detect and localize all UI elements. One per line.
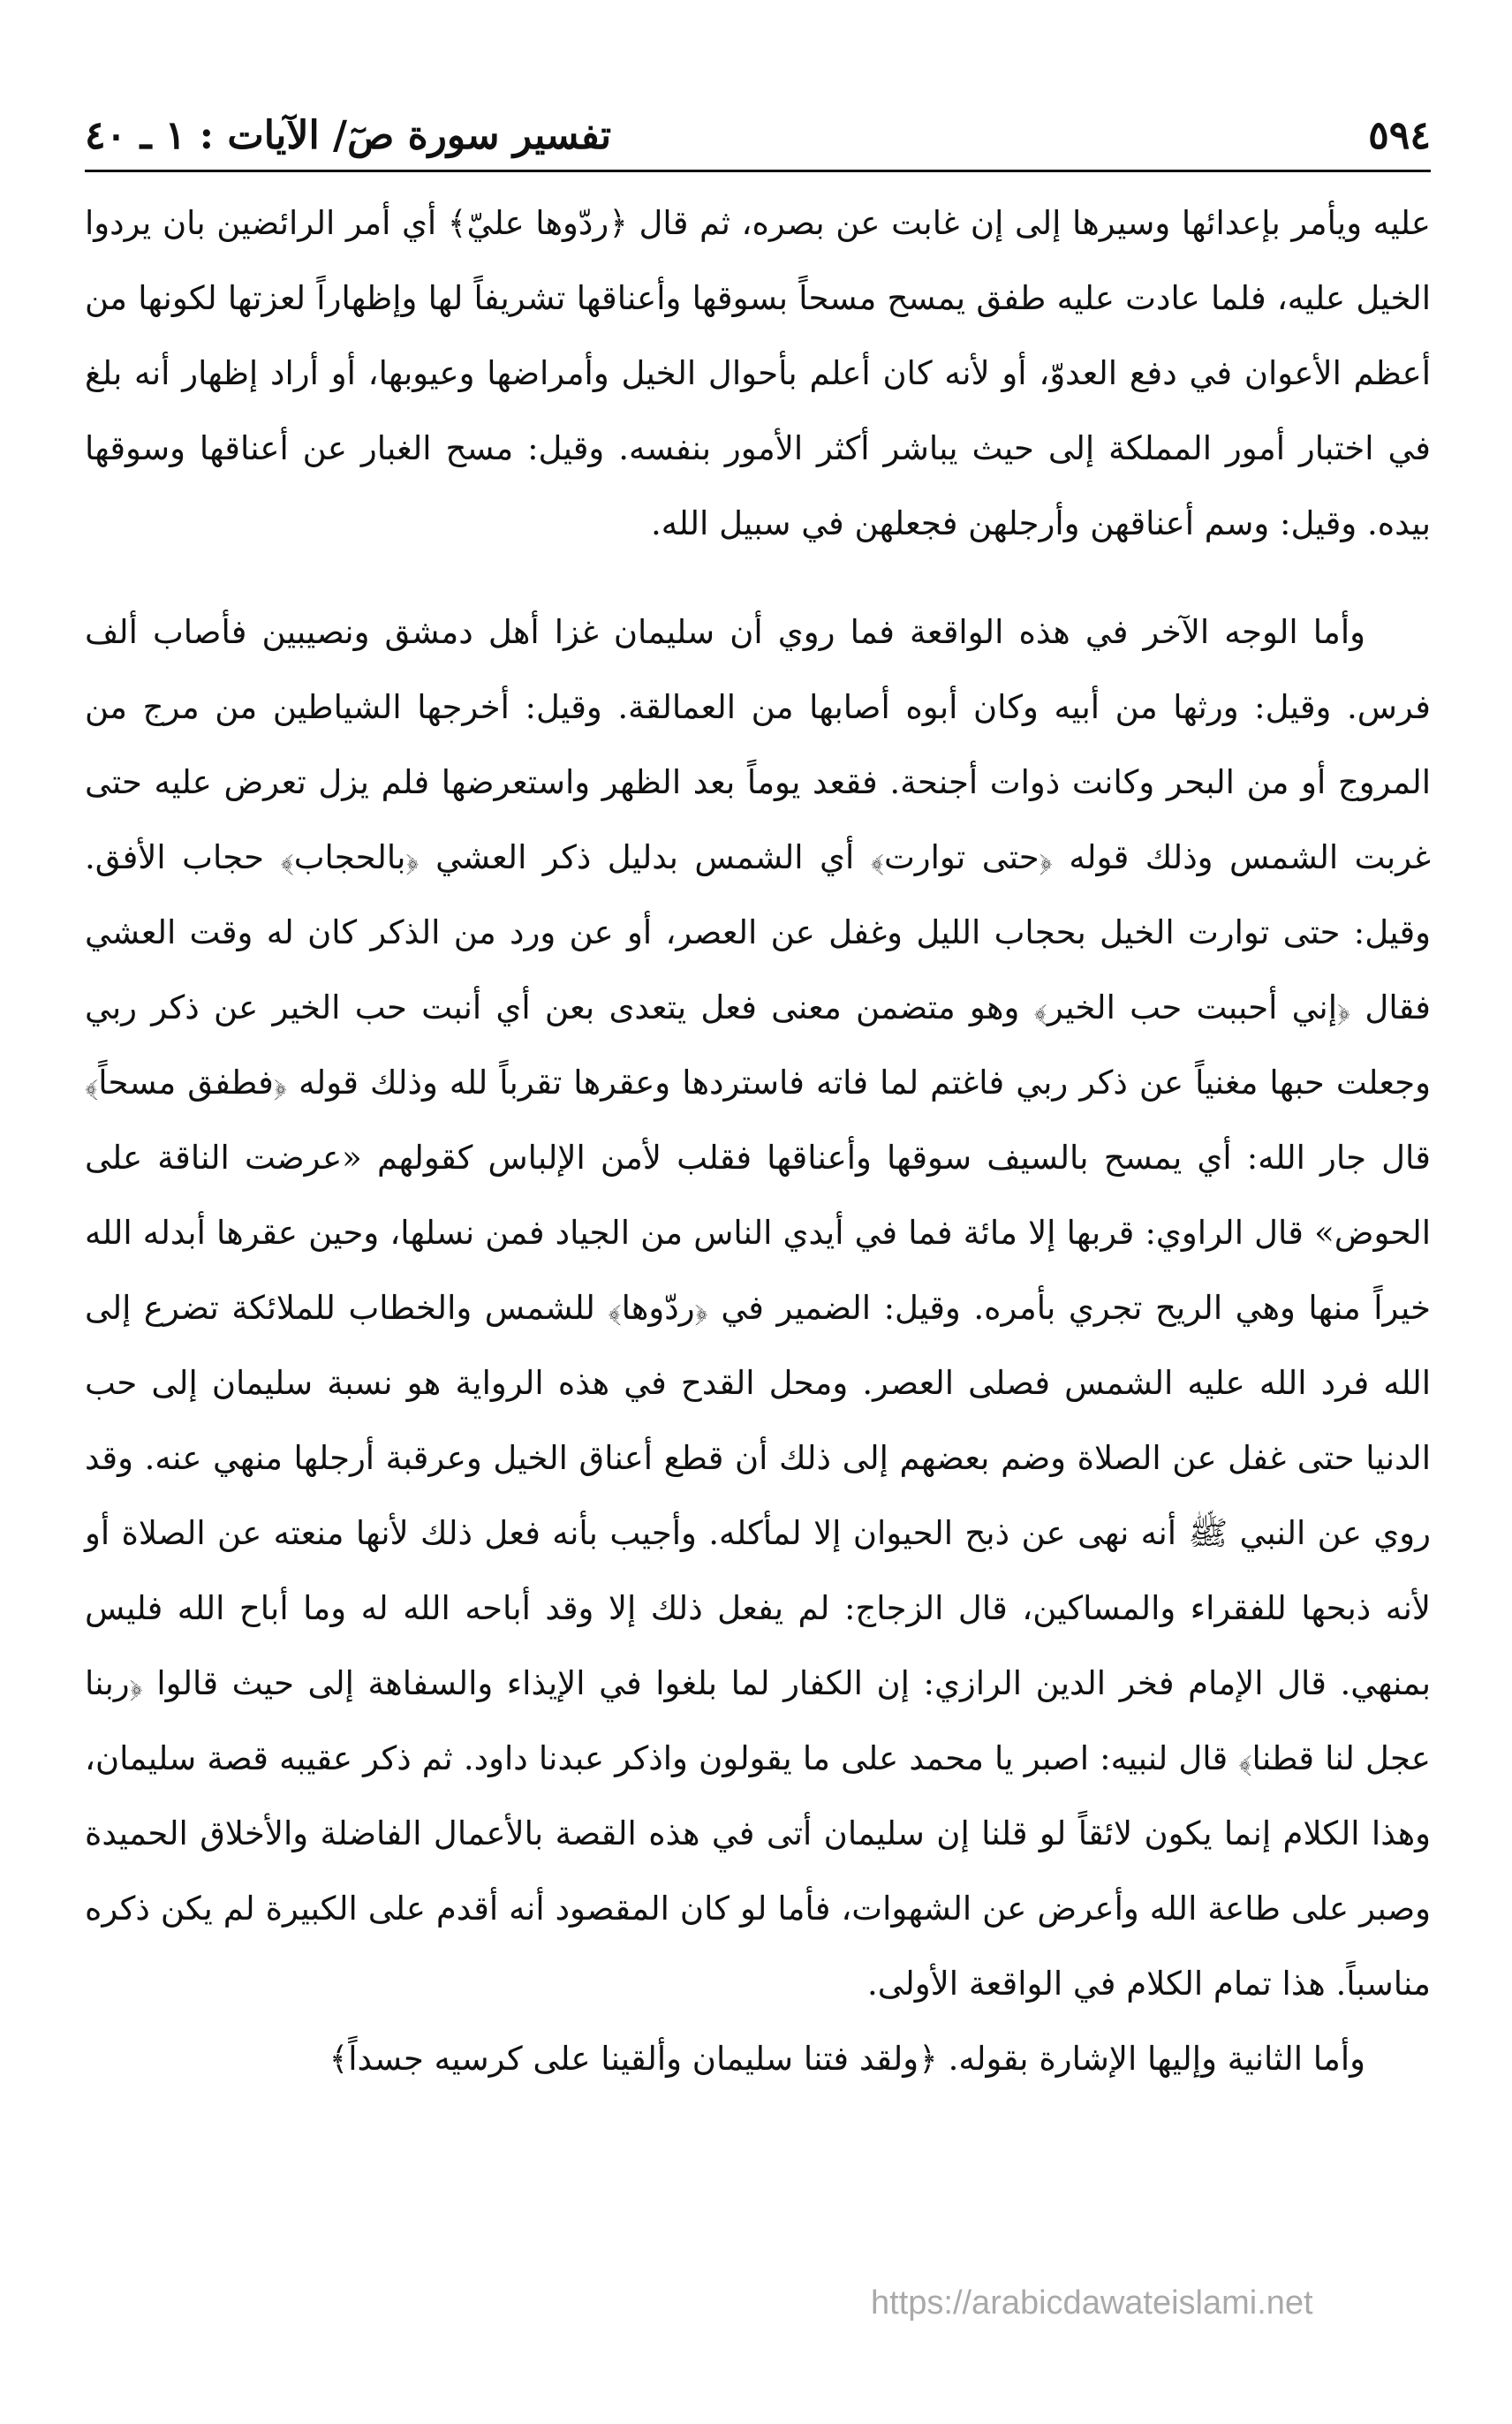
running-title: تفسير سورة صٓ/ الآيات : ١ ـ ٤٠ [85,113,612,158]
paragraph: عليه ويأمر بإعدائها وسيرها إلى إن غابت عن بصره، ثم قال ﴿ردّوها عليّ﴾ أي أمر الرائضين بان يردوا الخيل عليه، فلما عادت عليه طفق يمسح مسحاً بسوقها وأعناقها تشريفاً لها وإظهاراً لعزتها لكونها من أعظم الأعوان في دفع العدوّ، أو لأنه كان أعلم بأحوال الخيل وأمراضها وعيوبها، أو أراد إظهار أنه بلغ في اختبار أمور المملكة إلى حيث يباشر أكثر الأمور بنفسه. وقيل: مسح الغبار عن أعناقها وسوقها بيده. وقيل: وسم أعناقهن وأرجلهن فجعلهن في سبيل الله. [85,204,1431,542]
page-number: ٥٩٤ [1368,113,1431,158]
page-body [85,186,1431,2096]
header-divider [85,170,1431,172]
paragraph: وأما الوجه الآخر في هذه الواقعة فما روي أن سليمان غزا أهل دمشق ونصيبين فأصاب ألف فرس. وقيل: ورثها من أبيه وكان أبوه أصابها من العمالقة. وقيل: أخرجها الشياطين من مرج من المروج أو من البحر وكانت ذوات أجنحة. فقعد يوماً بعد الظهر واستعرضها فلم يزل تعرض عليه حتى غربت الشمس وذلك قوله ﴿حتى توارت﴾ أي الشمس بدليل ذكر العشي ﴿بالحجاب﴾ حجاب الأفق. وقيل: حتى توارت الخيل بحجاب الليل وغفل عن العصر، أو عن ورد من الذكر كان له وقت العشي فقال ﴿إني أحببت حب الخير﴾ وهو متضمن معنى فعل يتعدى بعن أي أنبت حب الخير عن ذكر ربي وجعلت حبها مغنياً عن ذكر ربي فاغتم لما فاته فاستردها وعقرها تقرباً لله وذلك قوله ﴿فطفق مسحاً﴾ قال جار الله: أي يمسح بالسيف سوقها وأعناقها فقلب لأمن الإلباس كقولهم «عرضت الناقة على الحوض» قال الراوي: قربها إلا مائة فما في أيدي الناس من الجياد فمن نسلها، وحين عقرها أبدله الله خيراً منها وهي الريح تجري بأمره. وقيل: الضمير في ﴿ردّوها﴾ للشمس والخطاب للملائكة تضرع إلى الله فرد الله عليه الشمس فصلى العصر. ومحل القدح في هذه الرواية هو نسبة سليمان إلى حب الدنيا حتى غفل عن الصلاة وضم بعضهم إلى ذلك أن قطع أعناق الخيل وعرقبة أرجلها منهي عنه. وقد روي عن النبي ﷺ أنه نهى عن ذبح الحيوان إلا لمأكله. وأجيب بأنه فعل ذلك لأنها منعته عن الصلاة أو لأنه ذبحها للفقراء والمساكين، قال الزجاج: لم يفعل ذلك إلا وقد أباحه الله له وما أباح الله فليس بمنهي. قال الإمام فخر الدين الرازي: إن الكفار لما بلغوا في الإيذاء والسفاهة إلى حيث قالوا ﴿ربنا عجل لنا قطنا﴾ قال لنبيه: اصبر يا محمد على ما يقولون واذكر عبدنا داود. ثم ذكر عقيبه قصة سليمان، وهذا الكلام إنما يكون لائقاً لو قلنا إن سليمان أتى في هذه القصة بالأعمال الفاضلة والأخلاق الحميدة وصبر على طاعة الله وأعرض عن الشهوات، فأما لو كان المقصود أنه أقدم على الكبيرة لم يكن ذكره مناسباً. هذا تمام الكلام في الواقعة الأولى. [85,613,1431,2003]
page-header [85,104,1431,166]
paragraph: وأما الثانية وإليها الإشارة بقوله. ﴿ولقد فتنا سليمان وألقينا على كرسيه جسداً﴾ [329,2040,1365,2078]
watermark-url: https://arabicdawateislami.net [871,2284,1313,2322]
